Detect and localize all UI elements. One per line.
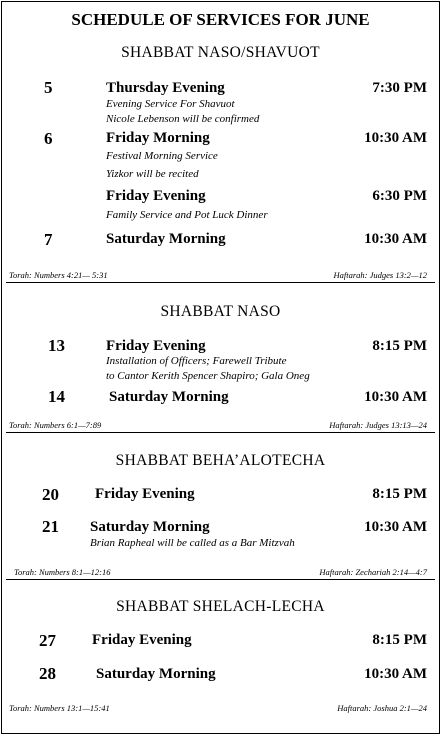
service-note: Nicole Lebenson will be confirmed xyxy=(106,113,260,125)
service-name: Friday Evening xyxy=(95,486,195,502)
service-name: Friday Evening xyxy=(92,632,192,648)
service-name: Saturday Morning xyxy=(96,666,216,682)
section-divider xyxy=(6,579,435,580)
schedule-page xyxy=(1,1,440,734)
service-date: 27 xyxy=(39,631,56,650)
service-time: 10:30 AM xyxy=(364,130,427,146)
section-divider xyxy=(6,282,435,283)
service-note: Festival Morning Service xyxy=(106,150,218,162)
haftarah-reading: Haftarah: Joshua 2:1—24 xyxy=(337,703,427,713)
service-time: 8:15 PM xyxy=(372,486,427,502)
section-heading: SHABBAT SHELACH-LECHA xyxy=(116,598,325,615)
service-date: 21 xyxy=(42,517,59,536)
service-name: Saturday Morning xyxy=(90,519,210,535)
torah-reading: Torah: Numbers 6:1—7:89 xyxy=(9,420,102,430)
section-heading: SHABBAT NASO/SHAVUOT xyxy=(121,44,320,61)
service-time: 10:30 AM xyxy=(364,231,427,247)
haftarah-reading: Haftarah: Judges 13:2—12 xyxy=(333,270,427,280)
service-name: Saturday Morning xyxy=(106,231,226,247)
section-divider xyxy=(6,432,435,433)
service-time: 6:30 PM xyxy=(372,188,427,204)
page-title: SCHEDULE OF SERVICES FOR JUNE xyxy=(71,10,370,29)
service-time: 7:30 PM xyxy=(372,80,427,96)
service-name: Saturday Morning xyxy=(109,389,229,405)
service-note: Yizkor will be recited xyxy=(106,168,199,180)
torah-reading: Torah: Numbers 8:1—12:16 xyxy=(14,567,111,577)
service-date: 13 xyxy=(48,336,65,355)
service-time: 10:30 AM xyxy=(364,389,427,405)
service-note: Installation of Officers; Farewell Tribute xyxy=(106,355,287,367)
service-time: 8:15 PM xyxy=(372,632,427,648)
service-name: Friday Morning xyxy=(106,130,210,146)
service-time: 10:30 AM xyxy=(364,666,427,682)
haftarah-reading: Haftarah: Judges 13:13—24 xyxy=(329,420,427,430)
service-time: 10:30 AM xyxy=(364,519,427,535)
torah-reading: Torah: Numbers 4:21— 5:31 xyxy=(9,270,108,280)
service-date: 6 xyxy=(44,129,53,148)
section-heading: SHABBAT NASO xyxy=(160,303,281,320)
service-note: Evening Service For Shavuot xyxy=(106,98,235,110)
service-note: Family Service and Pot Luck Dinner xyxy=(106,209,268,221)
service-date: 20 xyxy=(42,485,59,504)
service-name: Friday Evening xyxy=(106,188,206,204)
haftarah-reading: Haftarah: Zechariah 2:14—4:7 xyxy=(319,567,427,577)
section-heading: SHABBAT BEHA’ALOTECHA xyxy=(115,452,326,469)
service-date: 14 xyxy=(48,387,65,406)
service-note: Brian Rapheal will be called as a Bar Mitzvah xyxy=(90,537,295,549)
service-date: 28 xyxy=(39,664,56,683)
service-date: 5 xyxy=(44,78,53,97)
service-date: 7 xyxy=(44,230,53,249)
service-note: to Cantor Kerith Spencer Shapiro; Gala Oneg xyxy=(106,370,310,382)
service-time: 8:15 PM xyxy=(372,338,427,354)
service-name: Friday Evening xyxy=(106,338,206,354)
torah-reading: Torah: Numbers 13:1—15:41 xyxy=(9,703,110,713)
service-name: Thursday Evening xyxy=(106,80,225,96)
